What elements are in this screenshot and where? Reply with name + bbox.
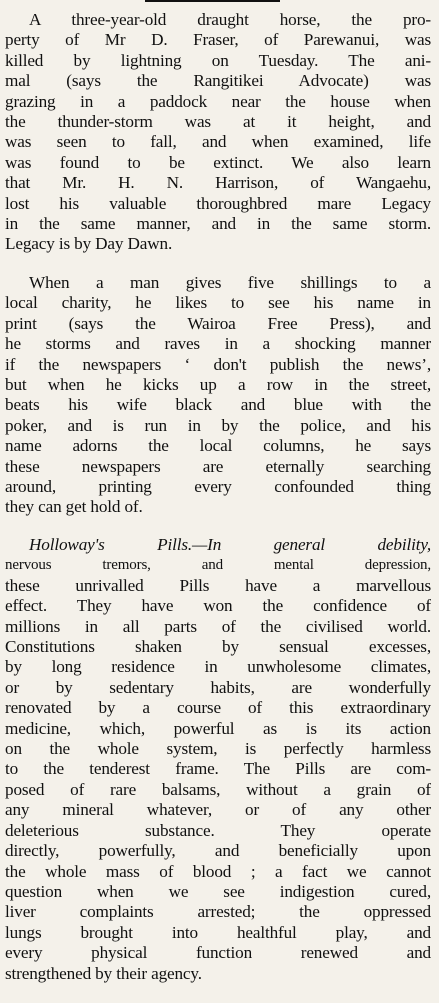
article-line: beats his wife black and blue with the — [5, 395, 431, 415]
article-line: lost his valuable thoroughbred mare Legacy — [5, 193, 431, 213]
article-line: grazing in a paddock near the house when — [5, 91, 431, 111]
article-line: print (says the Wairoa Free Press), and — [5, 313, 431, 333]
article-line: these newspapers are eternally searching — [5, 456, 431, 476]
article-line: name adorns the local columns, he says — [5, 436, 431, 456]
article-line: A three-year-old draught horse, the pro- — [29, 10, 431, 29]
article-line: Holloway's Pills.—In general debility, — [29, 535, 431, 554]
article-line: nervous tremors, and mental depression, — [5, 557, 431, 574]
article-line: these unrivalled Pills have a marvellous — [5, 575, 431, 595]
article-line: but when he kicks up a row in the street, — [5, 375, 431, 395]
article-line: directly, powerfully, and beneficially upon — [5, 841, 431, 861]
article-newspaper-name — [5, 273, 431, 518]
article-line: When a man gives five shillings to a — [29, 273, 431, 292]
article-line: poker, and is run in by the police, and his — [5, 415, 431, 435]
article-line: renovated by a course of this extraordinary — [5, 698, 431, 718]
article-line: strengthened by their agency. — [5, 963, 202, 983]
article-horse-lightning — [5, 10, 431, 255]
article-line: killed by lightning on Tuesday. The ani- — [5, 50, 431, 70]
column-rule — [145, 0, 280, 2]
article-line: they can get hold of. — [5, 497, 143, 517]
article-holloways-pills — [5, 535, 431, 984]
article-line: deleterious substance. They operate — [5, 820, 431, 840]
article-line: on the whole system, is perfectly harmless — [5, 739, 431, 759]
article-line: local charity, he likes to see his name in — [5, 293, 431, 313]
article-line: millions in all parts of the civilised world. — [5, 616, 431, 636]
article-line: Legacy is by Day Dawn. — [5, 234, 173, 254]
article-line: medicine, which, powerful as is its action — [5, 718, 431, 738]
article-line: the whole mass of blood ; a fact we cannot — [5, 861, 431, 881]
article-line: perty of Mr D. Fraser, of Parewanui, was — [5, 30, 431, 50]
article-line: every physical function renewed and — [5, 943, 431, 963]
article-line: question when we see indigestion cured, — [5, 881, 431, 901]
article-line: he storms and raves in a shocking manner — [5, 334, 431, 354]
article-line: liver complaints arrested; the oppressed — [5, 902, 431, 922]
article-line: the thunder-storm was at it height, and — [5, 112, 431, 132]
article-line: lungs brought into healthful play, and — [5, 922, 431, 942]
article-line: to the tenderest frame. The Pills are com- — [5, 759, 431, 779]
article-line: posed of rare balsams, without a grain of — [5, 779, 431, 799]
article-line: mal (says the Rangitikei Advocate) was — [5, 71, 431, 91]
article-line: that Mr. H. N. Harrison, of Wangaehu, — [5, 173, 431, 193]
article-line: was found to be extinct. We also learn — [5, 152, 431, 172]
article-line: around, printing every confounded thing — [5, 477, 431, 497]
article-line: by long residence in unwholesome climates, — [5, 657, 431, 677]
article-line: if the newspapers ‘ don't publish the news’, — [5, 354, 431, 374]
article-line: was seen to fall, and when examined, life — [5, 132, 431, 152]
article-line: or by sedentary habits, are wonderfully — [5, 677, 431, 697]
article-line: Constitutions shaken by sensual excesses, — [5, 637, 431, 657]
article-line: in the same manner, and in the same storm. — [5, 214, 431, 234]
article-line: effect. They have won the confidence of — [5, 596, 431, 616]
article-line: any mineral whatever, or of any other — [5, 800, 431, 820]
